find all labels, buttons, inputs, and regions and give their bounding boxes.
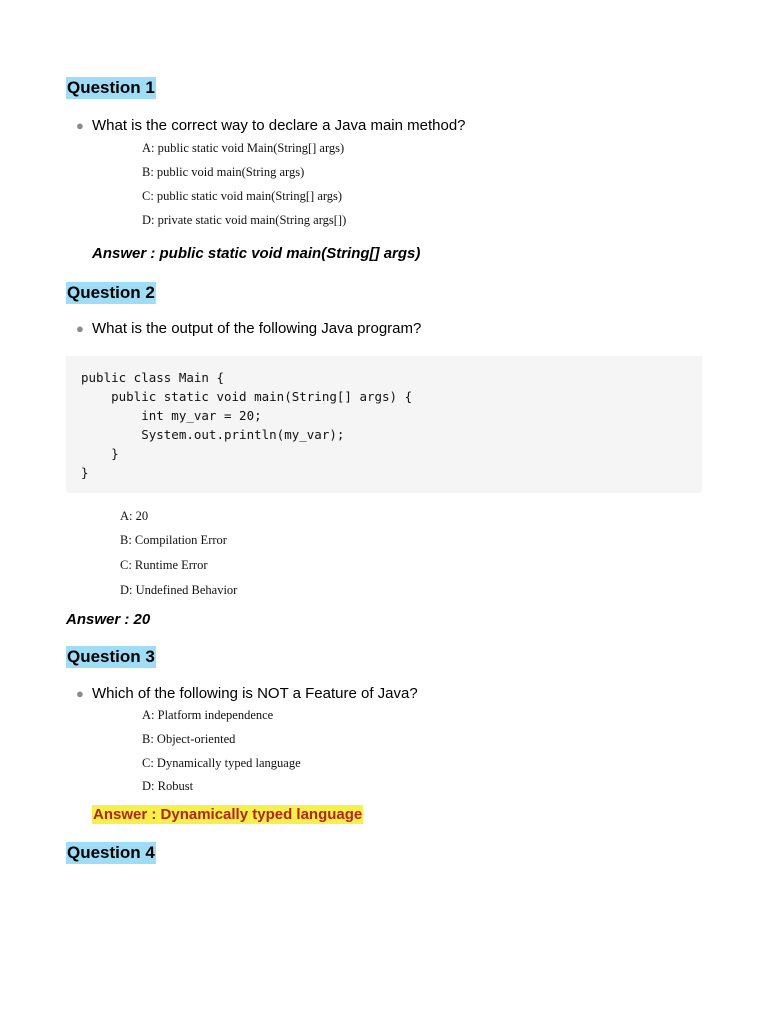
q3-option-c: C: Dynamically typed language — [142, 756, 301, 770]
question-2-text: What is the output of the following Java program? — [92, 320, 422, 337]
question-2-heading: Question 2 — [67, 283, 155, 302]
q3-option-b: B: Object-oriented — [142, 732, 236, 746]
q1-answer: Answer : public static void main(String[] args) — [92, 245, 421, 262]
q2-option-d: D: Undefined Behavior — [120, 583, 238, 597]
q1-option-b: B: public void main(String args) — [142, 165, 305, 179]
q2-option-a: A: 20 — [120, 509, 149, 523]
question-2-text-item — [76, 320, 422, 338]
code-block — [66, 356, 702, 493]
q2-option-c: C: Runtime Error — [120, 558, 208, 572]
question-1-text: What is the correct way to declare a Java main method? — [92, 117, 466, 134]
question-1-text-item — [76, 117, 466, 135]
q3-option-a: A: Platform independence — [142, 708, 274, 722]
q2-answer: Answer : 20 — [66, 611, 151, 628]
q3-option-d: D: Robust — [142, 779, 194, 793]
q3-answer: Answer : Dynamically typed language — [93, 806, 363, 823]
q1-option-c: C: public static void main(String[] args) — [142, 189, 343, 203]
bullet-icon: ● — [76, 321, 84, 336]
q1-option-a: A: public static void Main(String[] args) — [142, 141, 345, 155]
question-3-heading: Question 3 — [67, 647, 155, 666]
bullet-icon: ● — [76, 118, 84, 133]
question-4-heading: Question 4 — [67, 843, 155, 862]
q1-option-d: D: private static void main(String args[]) — [142, 213, 347, 227]
q2-option-b: B: Compilation Error — [120, 533, 227, 547]
question-3-text-item — [76, 685, 418, 703]
bullet-icon: ● — [76, 686, 84, 701]
question-1-heading: Question 1 — [67, 78, 155, 97]
question-3-text: Which of the following is NOT a Feature of Java? — [92, 685, 418, 702]
code-text: public class Main { public static void main(String[] args) { int my_var = 20; System.out.println(my_var); } } — [81, 370, 413, 480]
